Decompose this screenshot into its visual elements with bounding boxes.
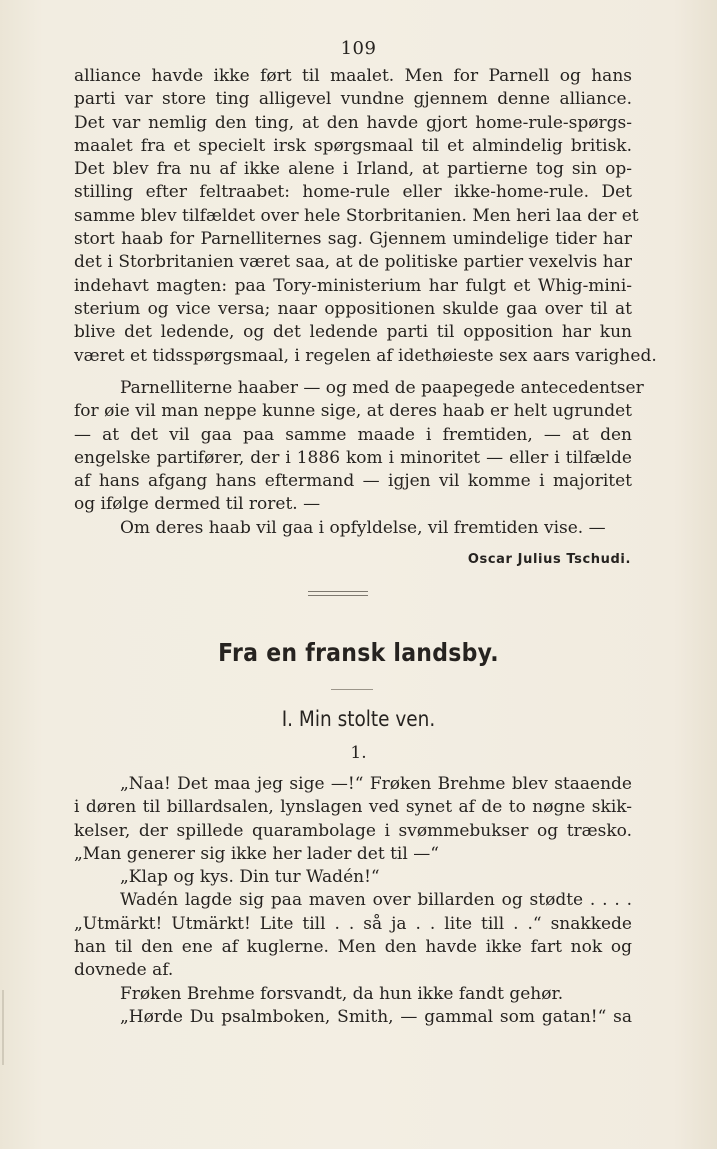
text-line: han til den ene af kuglerne. Men den havde ikke fart nok og (74, 937, 632, 958)
text-line: sterium og vice versa; naar oppositionen skulde gaa over til at (74, 298, 632, 319)
text-line: „Klap og kys. Din tur Wadén!“ (120, 867, 380, 888)
text-line: indehavt magten: paa Tory-ministerium har fulgt et Whig-mini- (74, 275, 632, 296)
section-divider (308, 591, 368, 596)
text-line: Wadén lagde sig paa maven over billarden og stødte . . . . (120, 890, 632, 911)
text-line: „Naa! Det maa jeg sige —!“ Frøken Brehme blev staaende (120, 774, 632, 794)
text-line: engelske partifører, der i 1886 kom i minoritet — eller i tilfælde (74, 447, 632, 468)
title-rule (331, 689, 373, 690)
author-signature: Oscar Julius Tschudi. (467, 552, 631, 567)
text-line: — at det vil gaa paa samme maade i fremtiden, — at den (74, 424, 632, 445)
text-line: af hans afgang hans eftermand — igjen vil komme i majoritet (74, 471, 632, 492)
text-line: kelser, der spillede quarambolage i svømmebukser og træsko. (74, 820, 632, 841)
text-line: Det blev fra nu af ikke alene i Irland, at partierne tog sin op- (74, 159, 632, 180)
text-line: maalet fra et specielt irsk spørgsmaal til et almindelig britisk. (74, 135, 632, 156)
text-line: Frøken Brehme forsvandt, da hun ikke fandt gehør. (120, 983, 564, 1004)
text-line: parti var store ting alligevel vundne gjennem denne alliance. (74, 89, 632, 110)
text-line: Parnelliterne haaber — og med de paapegede antecedentser (120, 378, 644, 398)
margin-mark (2, 990, 4, 1065)
text-line: det i Storbritanien været saa, at de politiske partier vexelvis har (74, 252, 632, 273)
text-line: Om deres haab vil gaa i opfyldelse, vil fremtiden vise. — (120, 518, 606, 538)
text-line: stilling efter feltraabet: home-rule eller ikke-home-rule. Det (74, 182, 632, 203)
text-line: „Utmärkt! Utmärkt! Lite till . . så ja . . lite till . .“ snakkede (74, 913, 632, 934)
chapter-number: 1. (350, 743, 367, 763)
paragraph-parnell (74, 65, 657, 368)
text-line: alliance havde ikke ført til maalet. Men for Parnell og hans (74, 66, 632, 86)
text-line: stort haab for Parnelliternes sag. Gjennem umindelige tider har (74, 229, 632, 250)
text-line: blive det ledende, og det ledende parti til opposition har kun (74, 322, 632, 343)
text-line: samme blev tilfældet over hele Storbritanien. Men heri laa der et (74, 205, 639, 226)
text-line: „Hørde Du psalmboken, Smith, — gammal som gatan!“ sa (120, 1006, 632, 1027)
text-line: Det var nemlig den ting, at den havde gjort home-rule-spørgs- (74, 112, 632, 133)
text-line: „Man generer sig ikke her lader det til —“ (74, 843, 439, 864)
article-title: Fra en fransk landsby. (218, 638, 499, 667)
paragraph-closing (74, 517, 632, 540)
section-heading: I. Min stolte ven. (281, 707, 436, 731)
story-text (74, 773, 632, 1029)
paragraph-parnelliterne (74, 377, 644, 517)
text-line: og ifølge dermed til roret. — (74, 494, 321, 515)
page-number: 109 (340, 38, 377, 59)
text-line: dovnede af. (74, 960, 174, 981)
text-line: for øie vil man neppe kunne sige, at deres haab er helt ugrundet (74, 401, 632, 422)
text-line: i døren til billardsalen, lynslagen ved synet af de to nøgne skik- (74, 797, 632, 818)
text-line: været et tidsspørgsmaal, i regelen af idethøieste sex aars varighed. (74, 345, 657, 366)
